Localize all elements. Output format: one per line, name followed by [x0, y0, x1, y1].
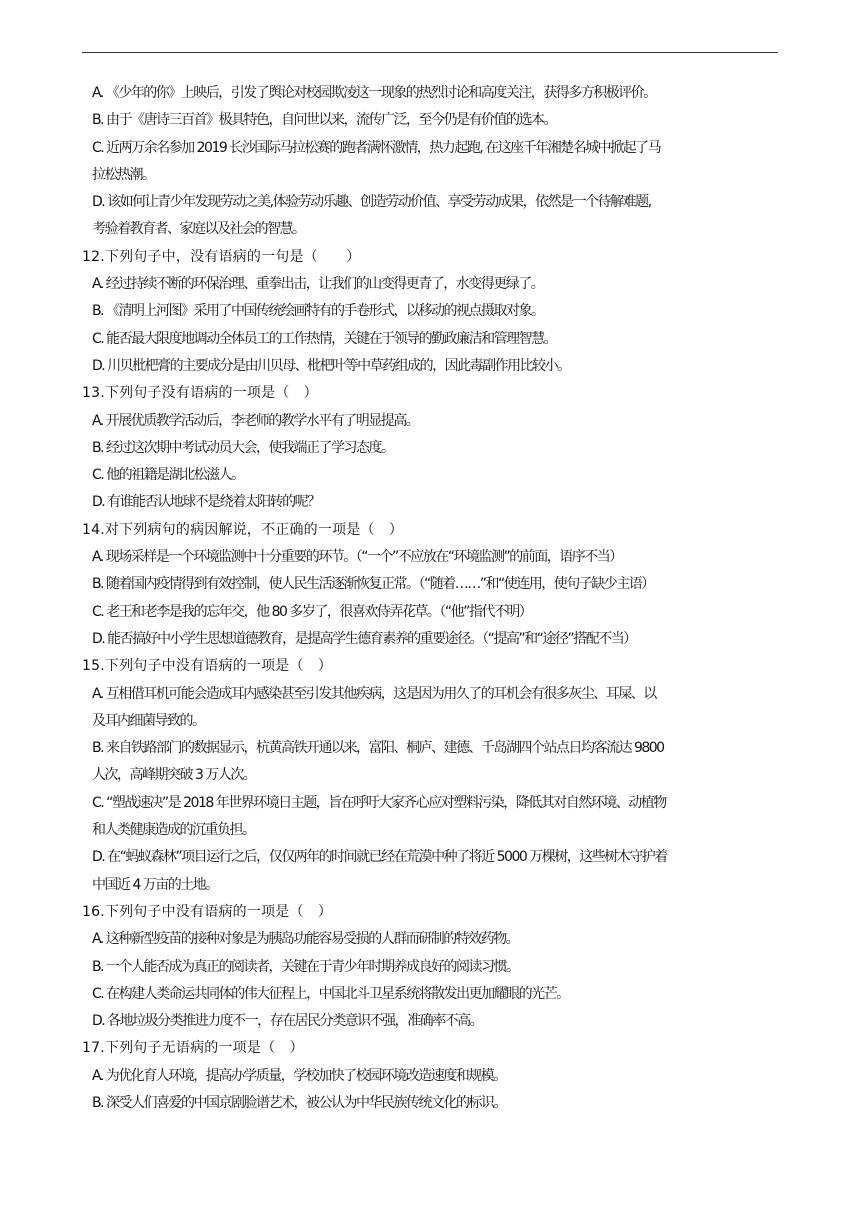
- q15-option-c-line1: C. “塑战速决”是 2018 年世界环境日主题，旨在呼吁大家齐心应对塑料污染，降低其对自然环境、动植物: [92, 794, 666, 811]
- q16-option-d: D. 各地垃圾分类推进力度不一，存在居民分类意识不强，准确率不高。: [92, 1013, 483, 1030]
- header-rule: [82, 52, 778, 53]
- q15-option-b-line2: 人次，高峰期突破 3 万人次。: [92, 767, 256, 784]
- q12-option-a: A. 经过持续不断的环保治理、重拳出击，让我们的山变得更青了，水变得更绿了。: [92, 276, 544, 293]
- question-content: [82, 80, 782, 1117]
- q14-option-d: D. 能否搞好中小学生思想道德教育，是提高学生德育素养的重要途径。（“提高”和“途径”搭配不当）: [92, 630, 636, 647]
- q12-option-d: D. 川贝枇杷膏的主要成分是由川贝母、枇杷叶等中草药组成的，因此毒副作用比较小。: [92, 357, 570, 374]
- q15-stem: 15.下列句子中没有语病的一项是（ ）: [82, 658, 333, 675]
- q13-option-c: C. 他的祖籍是湖北松滋人。: [92, 467, 244, 484]
- q13-option-b: B. 经过这次期中考试动员大会，使我端正了学习态度。: [92, 439, 394, 456]
- q11-option-a: A. 《少年的你》上映后，引发了舆论对校园欺凌这一现象的热烈讨论和高度关注，获得多方积极评价。: [92, 85, 656, 101]
- q12-option-b: B. 《清明上河图》采用了中国传统绘画特有的手卷形式，以移动的视点摄取对象。: [92, 303, 544, 320]
- q11-option-d-line1: D. 该如何让青少年发现劳动之美,体验劳动乐趣、创造劳动价值、享受劳动成果，依然是一个待解难题,: [92, 194, 651, 211]
- q16-option-a: A. 这种新型疫苗的接种对象是为胰岛功能容易受损的人群而研制的特效药物。: [92, 931, 519, 948]
- q15-option-d-line2: 中国近 4 万亩的土地。: [92, 876, 218, 893]
- q14-option-a: A. 现场采样是一个环境监测中十分重要的环节。（“一个”不应放在“环境监测”的前面，语序不当）: [92, 549, 622, 566]
- q16-option-b: B. 一个人能否成为真正的阅读者，关键在于青少年时期养成良好的阅读习惯。: [92, 958, 519, 975]
- q13-stem: 13.下列句子没有语病的一项是（ ）: [82, 385, 318, 402]
- q16-option-c: C. 在构建人类命运共同体的伟大征程上，中国北斗卫星系统将散发出更加耀眼的光芒。: [92, 985, 569, 1002]
- q12-option-c: C. 能否最大限度地调动全体员工的工作热情，关键在于领导的勤政廉洁和管理智慧。: [92, 330, 557, 347]
- q11-option-c-line2: 拉松热潮。: [92, 166, 155, 183]
- q12-stem: 12.下列句子中，没有语病的一句是（ ）: [82, 248, 361, 265]
- q14-stem: 14.对下列病句的病因解说，不正确的一项是（ ）: [82, 521, 404, 538]
- q14-option-c: C. 老王和老李是我的忘年交，他 80 多岁了，很喜欢侍弄花草。（“他”指代不明）: [92, 603, 532, 620]
- q17-option-a: A. 为优化育人环境，提高办学质量，学校加快了校园环境改造速度和规模。: [92, 1067, 506, 1084]
- q15-option-b-line1: B. 来自铁路部门的数据显示，杭黄高铁开通以来，富阳、桐庐、建德、千岛湖四个站点日均客流达 9800: [92, 740, 664, 757]
- q17-option-b: B. 深受人们喜爱的中国京剧脸谱艺术，被公认为中华民族传统文化的标识。: [92, 1094, 507, 1111]
- q14-option-b: B. 随着国内疫情得到有效控制，使人民生活逐渐恢复正常。（“随着……”和“使连用，使句子缺少主语）: [92, 576, 654, 593]
- q11-option-b: B. 由于《唐诗三百首》极具特色，自问世以来，流传广泛，至今仍是有价值的选本。: [92, 112, 557, 129]
- q17-stem: 17.下列句子无语病的一项是（ ）: [82, 1040, 304, 1057]
- q13-option-d: D. 有谁能否认地球不是绕着太阳转的呢？: [92, 494, 320, 511]
- q16-stem: 16.下列句子中没有语病的一项是（ ）: [82, 903, 333, 920]
- q11-option-c-line1: C. 近两万余名参加 2019 长沙国际马拉松赛的跑者满怀激情，热力起跑, 在这座千年湘楚名城中掀起了马: [92, 139, 661, 156]
- q15-option-c-line2: 和人类健康造成的沉重负担。: [92, 822, 255, 839]
- q15-option-a-line1: A. 互相借耳机可能会造成耳内感染甚至引发其他疾病，这是因为用久了的耳机会有很多灰尘、耳屎、以: [92, 685, 656, 702]
- q15-option-d-line1: D. 在“蚂蚁森林”项目运行之后，仅仅两年的时间就已经在荒漠中种了将近 5000 万棵树，这些树木守护着: [92, 849, 667, 866]
- q13-option-a: A. 开展优质教学活动后，李老师的教学水平有了明显提高。: [92, 412, 419, 429]
- q11-option-d-line2: 考验着教育者、家庭以及社会的智慧。: [92, 221, 305, 238]
- q15-option-a-line2: 及耳内细菌导致的。: [92, 712, 205, 729]
